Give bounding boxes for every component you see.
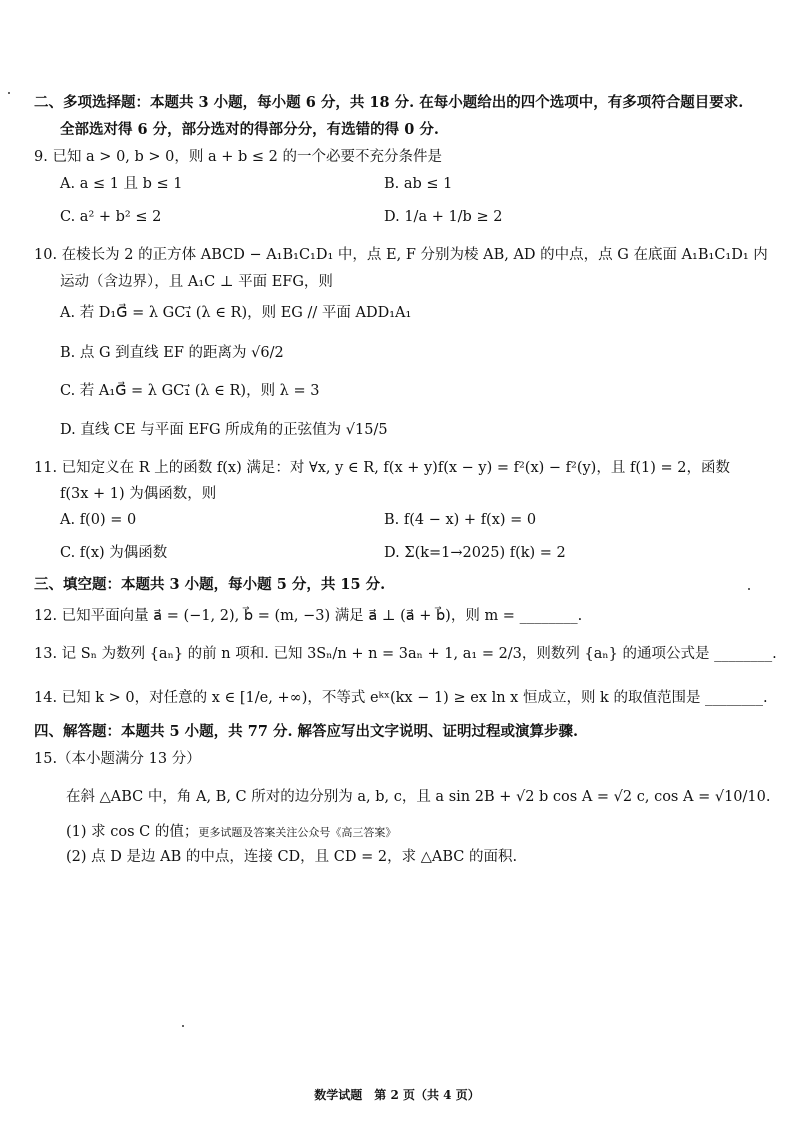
q10-stem-line1: 10. 在棱长为 2 的正方体 ABCD − A₁B₁C₁D₁ 中，点 E, F 分别为棱 AB, AD 的中点，点 G 在底面 A₁B₁C₁D₁ 内 [34, 247, 768, 263]
q15-stem: 在斜 △ABC 中，角 A, B, C 所对的边分别为 a, b, c，且 a sin 2B + √2 b cos A = √2 c, cos A = √10/10. [66, 789, 771, 805]
q14-text: 14. 已知 k > 0，对任意的 x ∈ [1/e, +∞)，不等式 eᵏˣ(kx − 1) ≥ ex ln x 恒成立，则 k 的取值范围是 ________. [34, 690, 768, 706]
q9-option-d: D. 1/a + 1/b ≥ 2 [384, 209, 503, 225]
q10-option-c: C. 若 A₁G⃗ = λ GC₁⃗ (λ ∈ R)，则 λ = 3 [60, 383, 320, 399]
q15-part2: (2) 点 D 是边 AB 的中点，连接 CD，且 CD = 2，求 △ABC 的面积. [66, 849, 518, 865]
section4-heading: 四、解答题：本题共 5 小题，共 77 分. 解答应写出文字说明、证明过程或演算步骤. [34, 723, 579, 740]
section2-rule: 全部选对得 6 分，部分选对的得部分分，有选错的得 0 分. [60, 121, 439, 138]
q10-option-b: B. 点 G 到直线 EF 的距离为 √6/2 [60, 345, 284, 361]
q10-option-d: D. 直线 CE 与平面 EFG 所成角的正弦值为 √15/5 [60, 422, 388, 438]
q12-text: 12. 已知平面向量 a⃗ = (−1, 2), b⃗ = (m, −3) 满足 a⃗ ⊥ (a⃗ + b⃗)，则 m = ________. [34, 608, 583, 624]
q11-option-c: C. f(x) 为偶函数 [60, 545, 168, 561]
q11-stem-line1: 11. 已知定义在 R 上的函数 f(x) 满足：对 ∀x, y ∈ R, f(x + y)f(x − y) = f²(x) − f²(y)，且 f(1) = 2，函数 [34, 460, 730, 476]
q15-title: 15.（本小题满分 13 分） [34, 751, 201, 767]
q9-option-a: A. a ≤ 1 且 b ≤ 1 [60, 176, 183, 192]
q15-part1-note: 更多试题及答案关注公众号《高三答案》 [198, 826, 397, 839]
q11-option-b: B. f(4 − x) + f(x) = 0 [384, 512, 537, 528]
q10-option-a: A. 若 D₁G⃗ = λ GC₁⃗ (λ ∈ R)，则 EG // 平面 ADD₁A₁ [60, 305, 412, 321]
q9-option-c: C. a² + b² ≤ 2 [60, 209, 162, 225]
q11-option-d: D. Σ(k=1→2025) f(k) = 2 [384, 545, 566, 561]
q15-part1 [66, 822, 396, 843]
q9-stem: 9. 已知 a > 0, b > 0，则 a + b ≤ 2 的一个必要不充分条件是 [34, 149, 442, 165]
q11-stem-line2: f(3x + 1) 为偶函数，则 [60, 486, 217, 502]
q15-part1-text: (1) 求 cos C 的值； [66, 824, 199, 840]
q11-option-a: A. f(0) = 0 [60, 512, 137, 528]
scan-speck [182, 1025, 184, 1027]
q13-text: 13. 记 Sₙ 为数列 {aₙ} 的前 n 项和. 已知 3Sₙ/n + n = 3aₙ + 1, a₁ = 2/3，则数列 {aₙ} 的通项公式是 ________. [34, 646, 777, 662]
section3-heading: 三、填空题：本题共 3 小题，每小题 5 分，共 15 分. [34, 576, 386, 593]
page-footer: 数学试题 第 2 页（共 4 页） [314, 1088, 480, 1102]
scan-speck [748, 588, 750, 590]
section2-heading: 二、多项选择题：本题共 3 小题，每小题 6 分，共 18 分. 在每小题给出的四个选项中，有多项符合题目要求. [34, 94, 744, 111]
scan-speck [8, 92, 10, 94]
q9-option-b: B. ab ≤ 1 [384, 176, 453, 192]
q10-stem-line2: 运动（含边界），且 A₁C ⊥ 平面 EFG，则 [60, 274, 333, 290]
